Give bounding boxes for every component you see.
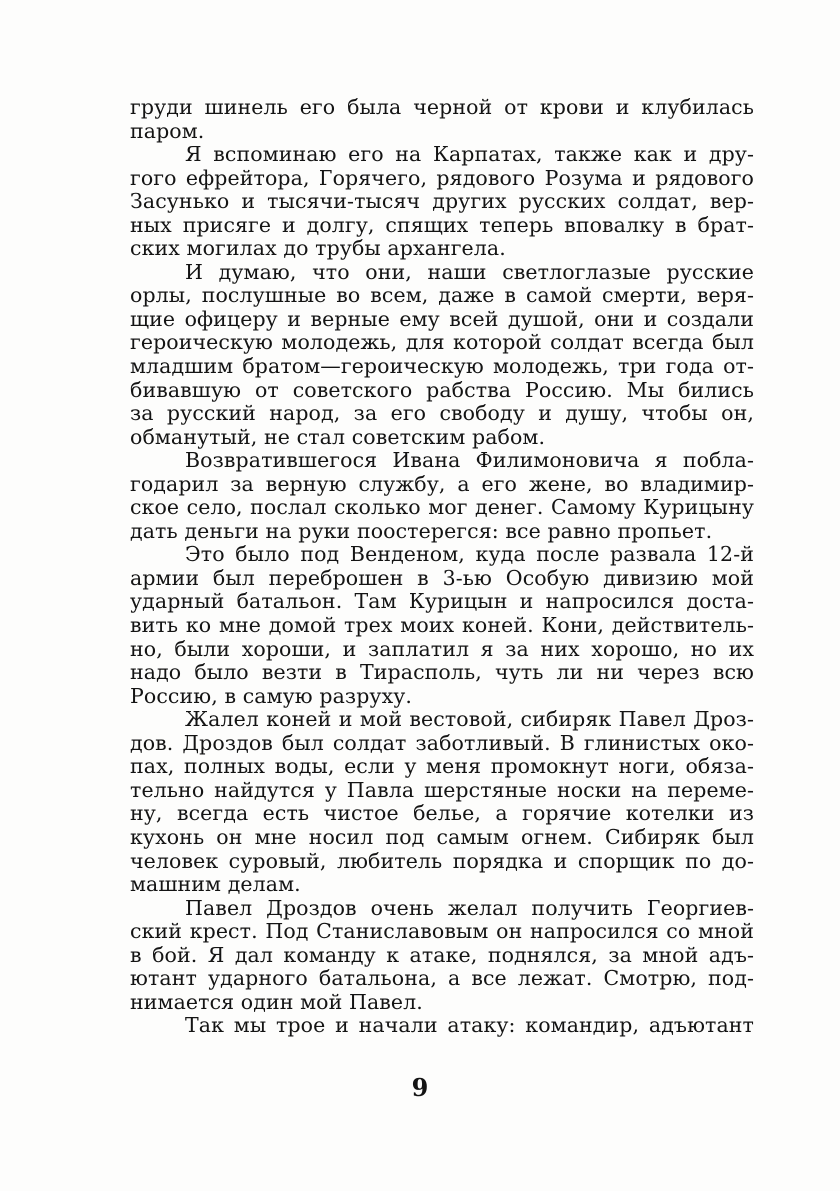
- text-line: машним делам.: [130, 872, 301, 897]
- text-line: нимается один мой Павел.: [130, 989, 423, 1014]
- text-line: Россию, в самую разруху.: [130, 683, 413, 708]
- text-line: Так мы трое и начали атаку: командир, адъютант: [185, 1013, 754, 1038]
- text-line: в бой. Я дал команду к атаке, поднялся, за мной адъ-: [130, 942, 754, 967]
- text-line: дов. Дроздов был солдат заботливый. В глинистых око-: [130, 730, 754, 755]
- text-line: тельно найдутся у Павла шерстяные носки на переме-: [130, 777, 754, 802]
- text-line: дать деньги на руки поостерегся: все равно пропьет.: [130, 518, 713, 543]
- text-line: годарил за верную службу, а его жене, во владимир-: [130, 471, 754, 496]
- text-line: Засунько и тысячи-тысяч других русских солдат, вер-: [130, 189, 754, 214]
- text-line: Павел Дроздов очень желал получить Георгиев-: [185, 895, 754, 920]
- text-line: младшим братом—героическую молодежь, три года от-: [130, 354, 754, 379]
- text-line: груди шинель его была черной от крови и клубилась: [130, 95, 754, 119]
- text-line: обманутый, не стал советским рабом.: [130, 424, 546, 449]
- text-line: ударный батальон. Там Курицын и напросился доста-: [130, 589, 754, 614]
- paragraph: [130, 897, 754, 1015]
- paragraph: [130, 1014, 754, 1038]
- paragraph: [130, 449, 754, 543]
- text-line: человек суровый, любитель порядка и спорщик по до-: [130, 848, 754, 873]
- text-line: орлы, послушные во всем, даже в самой смерти, веря-: [130, 283, 754, 308]
- paragraph: [130, 708, 754, 896]
- text-line: армии был переброшен в 3-ью Особую дивизию мой: [130, 565, 754, 590]
- text-line: вить ко мне домой трех моих коней. Кони, действитель-: [130, 613, 754, 638]
- text-line: пах, полных воды, если у меня промокнут ноги, обяза-: [130, 754, 754, 779]
- text-line: ских могилах до трубы архангела.: [130, 236, 506, 261]
- text-line: но, были хороши, и заплатил я за них хорошо, но их: [130, 636, 754, 661]
- text-line: за русский народ, за его свободу и душу, чтобы он,: [130, 401, 754, 426]
- text-line: бивавшую от советского рабства Россию. Мы бились: [130, 377, 754, 402]
- paragraph: [130, 261, 754, 449]
- body-text: [130, 96, 754, 1038]
- text-line: щие офицеру и верные ему всей душой, они и создали: [130, 306, 754, 331]
- paragraph: [130, 96, 754, 143]
- text-line: ский крест. Под Станиславовым он напросился со мной: [130, 919, 754, 944]
- paragraph: [130, 543, 754, 708]
- text-line: ское село, послал сколько мог денег. Самому Курицыну: [130, 495, 754, 520]
- text-line: героическую молодежь, для которой солдат всегда был: [130, 330, 754, 355]
- text-line: Возвратившегося Ивана Филимоновича я побла-: [185, 448, 754, 473]
- text-line: паром.: [130, 118, 205, 143]
- paragraph: [130, 143, 754, 261]
- text-line: И думаю, что они, наши светлоглазые русские: [185, 259, 754, 284]
- text-line: Это было под Венденом, куда после развала 12-й: [185, 542, 754, 567]
- text-line: ных присяге и долгу, спящих теперь вповалку в брат-: [130, 212, 754, 237]
- page-number: 9: [411, 1073, 429, 1102]
- text-line: кухонь он мне носил под самым огнем. Сибиряк был: [130, 824, 754, 849]
- text-line: ютант ударного батальона, а все лежат. Смотрю, под-: [130, 966, 754, 991]
- text-line: надо было везти в Тирасполь, чуть ли ни через всю: [130, 660, 754, 685]
- text-line: Жалел коней и мой вестовой, сибиряк Павел Дроз-: [185, 707, 754, 732]
- text-line: гого ефрейтора, Горячего, рядового Розума и рядового: [130, 165, 754, 190]
- text-line: ну, всегда есть чистое белье, а горячие котелки из: [130, 801, 754, 826]
- text-line: Я вспоминаю его на Карпатах, также как и дру-: [185, 142, 754, 167]
